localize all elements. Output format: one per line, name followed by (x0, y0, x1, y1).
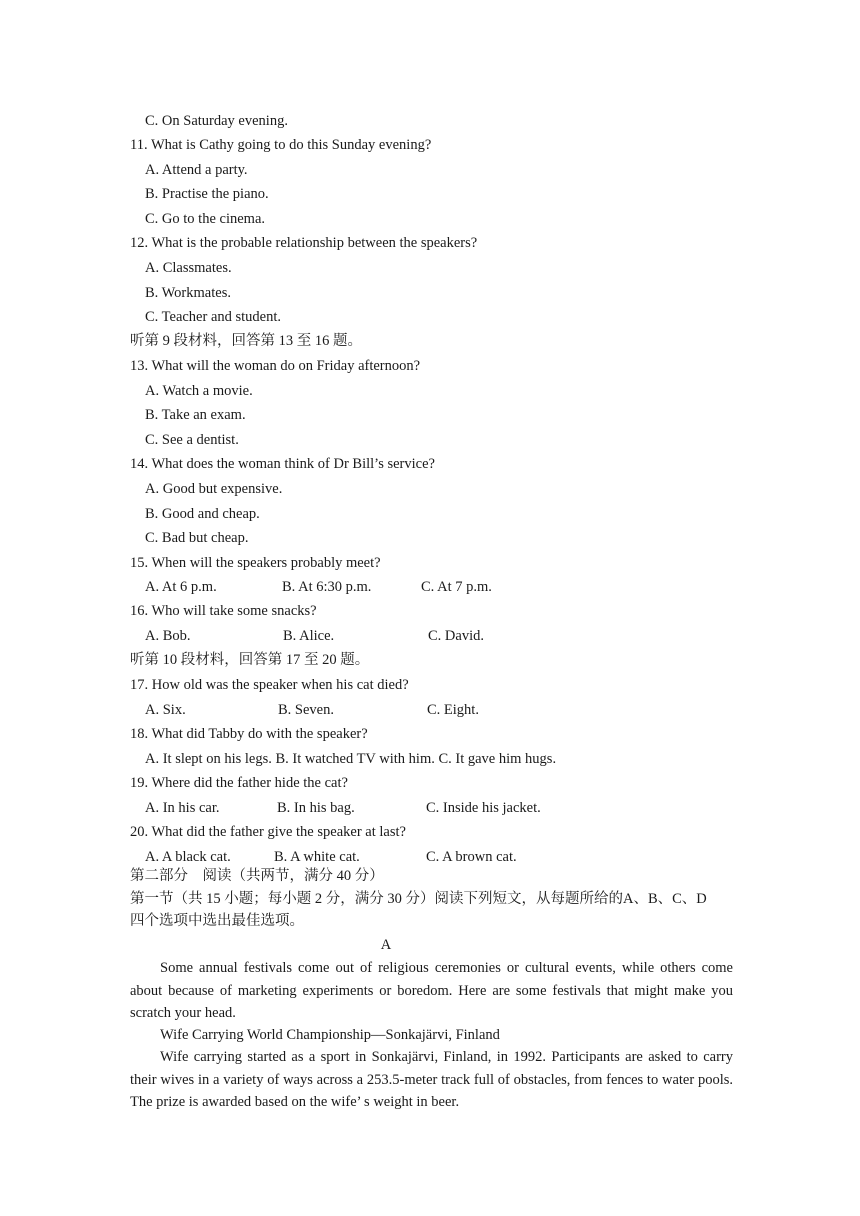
q10-option-c: C. On Saturday evening. (145, 113, 288, 129)
q20-option-a: A. A black cat. (145, 849, 231, 865)
q19-options (145, 796, 750, 820)
q18-options: A. It slept on his legs. B. It watched TV with him. C. It gave him hugs. (145, 751, 557, 767)
q13-option-c: C. See a dentist. (145, 432, 239, 448)
q14-question: 14. What does the woman think of Dr Bill’s service? (130, 456, 435, 472)
q13-option-a: A. Watch a movie. (145, 383, 253, 399)
q19-option-c: C. Inside his jacket. (426, 800, 541, 816)
q17-option-c: C. Eight. (427, 702, 479, 718)
section-1-instruction-line-1: 第一节（共 15 小题；每小题 2 分，满分 30 分）阅读下列短文，从每题所给的A、B、C、D (130, 891, 707, 907)
q19-option-b: B. In his bag. (277, 800, 355, 816)
passage-a-subtitle: Wife Carrying World Championship—Sonkajärvi, Finland (160, 1027, 500, 1043)
q15-question: 15. When will the speakers probably meet? (130, 555, 381, 571)
q15-option-c: C. At 7 p.m. (421, 579, 492, 595)
q15-options (145, 575, 750, 599)
q16-question: 16. Who will take some snacks? (130, 603, 317, 619)
passage-a-label: A (380, 937, 392, 953)
q16-options (145, 624, 750, 648)
q15-option-b: B. At 6:30 p.m. (282, 579, 372, 595)
q12-question: 12. What is the probable relationship between the speakers? (130, 235, 478, 251)
q13-option-b: B. Take an exam. (145, 407, 246, 423)
part-2-heading: 第二部分 阅读（共两节，满分 40 分） (130, 868, 384, 884)
section-1-instruction-line-2: 四个选项中选出最佳选项。 (130, 913, 304, 929)
section-9-instruction: 听第 9 段材料，回答第 13 至 16 题。 (130, 333, 362, 349)
q16-option-a: A. Bob. (145, 628, 191, 644)
q17-option-b: B. Seven. (278, 702, 334, 718)
q11-option-c: C. Go to the cinema. (145, 211, 266, 227)
q12-option-b: B. Workmates. (145, 285, 231, 301)
passage-a-body: Wife carrying started as a sport in Sonkajärvi, Finland, in 1992. Participants are asked to carry their wives in a variety of ways across a 253.5-meter track full of obstacles, from fences to water pools. The prize is awarded based on the wife’ s weight in beer. (130, 1049, 733, 1110)
section-10-instruction: 听第 10 段材料，回答第 17 至 20 题。 (130, 652, 370, 668)
q17-question: 17. How old was the speaker when his cat died? (130, 677, 409, 693)
q11-option-b: B. Practise the piano. (145, 186, 269, 202)
q20-option-b: B. A white cat. (274, 849, 360, 865)
q12-option-a: A. Classmates. (145, 260, 232, 276)
q14-option-a: A. Good but expensive. (145, 481, 283, 497)
q18-question: 18. What did Tabby do with the speaker? (130, 726, 368, 742)
q14-option-b: B. Good and cheap. (145, 506, 260, 522)
q12-option-c: C. Teacher and student. (145, 309, 282, 325)
q19-question: 19. Where did the father hide the cat? (130, 775, 348, 791)
q11-option-a: A. Attend a party. (145, 162, 248, 178)
q20-question: 20. What did the father give the speaker at last? (130, 824, 406, 840)
q13-question: 13. What will the woman do on Friday afternoon? (130, 358, 421, 374)
q17-option-a: A. Six. (145, 702, 186, 718)
passage-a-intro: Some annual festivals come out of religious ceremonies or cultural events, while others come about because of marketing experiments or boredom. Here are some festivals that might make you scratch your head. (130, 960, 733, 1021)
q11-question: 11. What is Cathy going to do this Sunday evening? (130, 137, 432, 153)
q17-options (145, 698, 750, 722)
q15-option-a: A. At 6 p.m. (145, 579, 217, 595)
q16-option-c: C. David. (428, 628, 484, 644)
q19-option-a: A. In his car. (145, 800, 220, 816)
q14-option-c: C. Bad but cheap. (145, 530, 249, 546)
q20-option-c: C. A brown cat. (426, 849, 517, 865)
q16-option-b: B. Alice. (283, 628, 335, 644)
